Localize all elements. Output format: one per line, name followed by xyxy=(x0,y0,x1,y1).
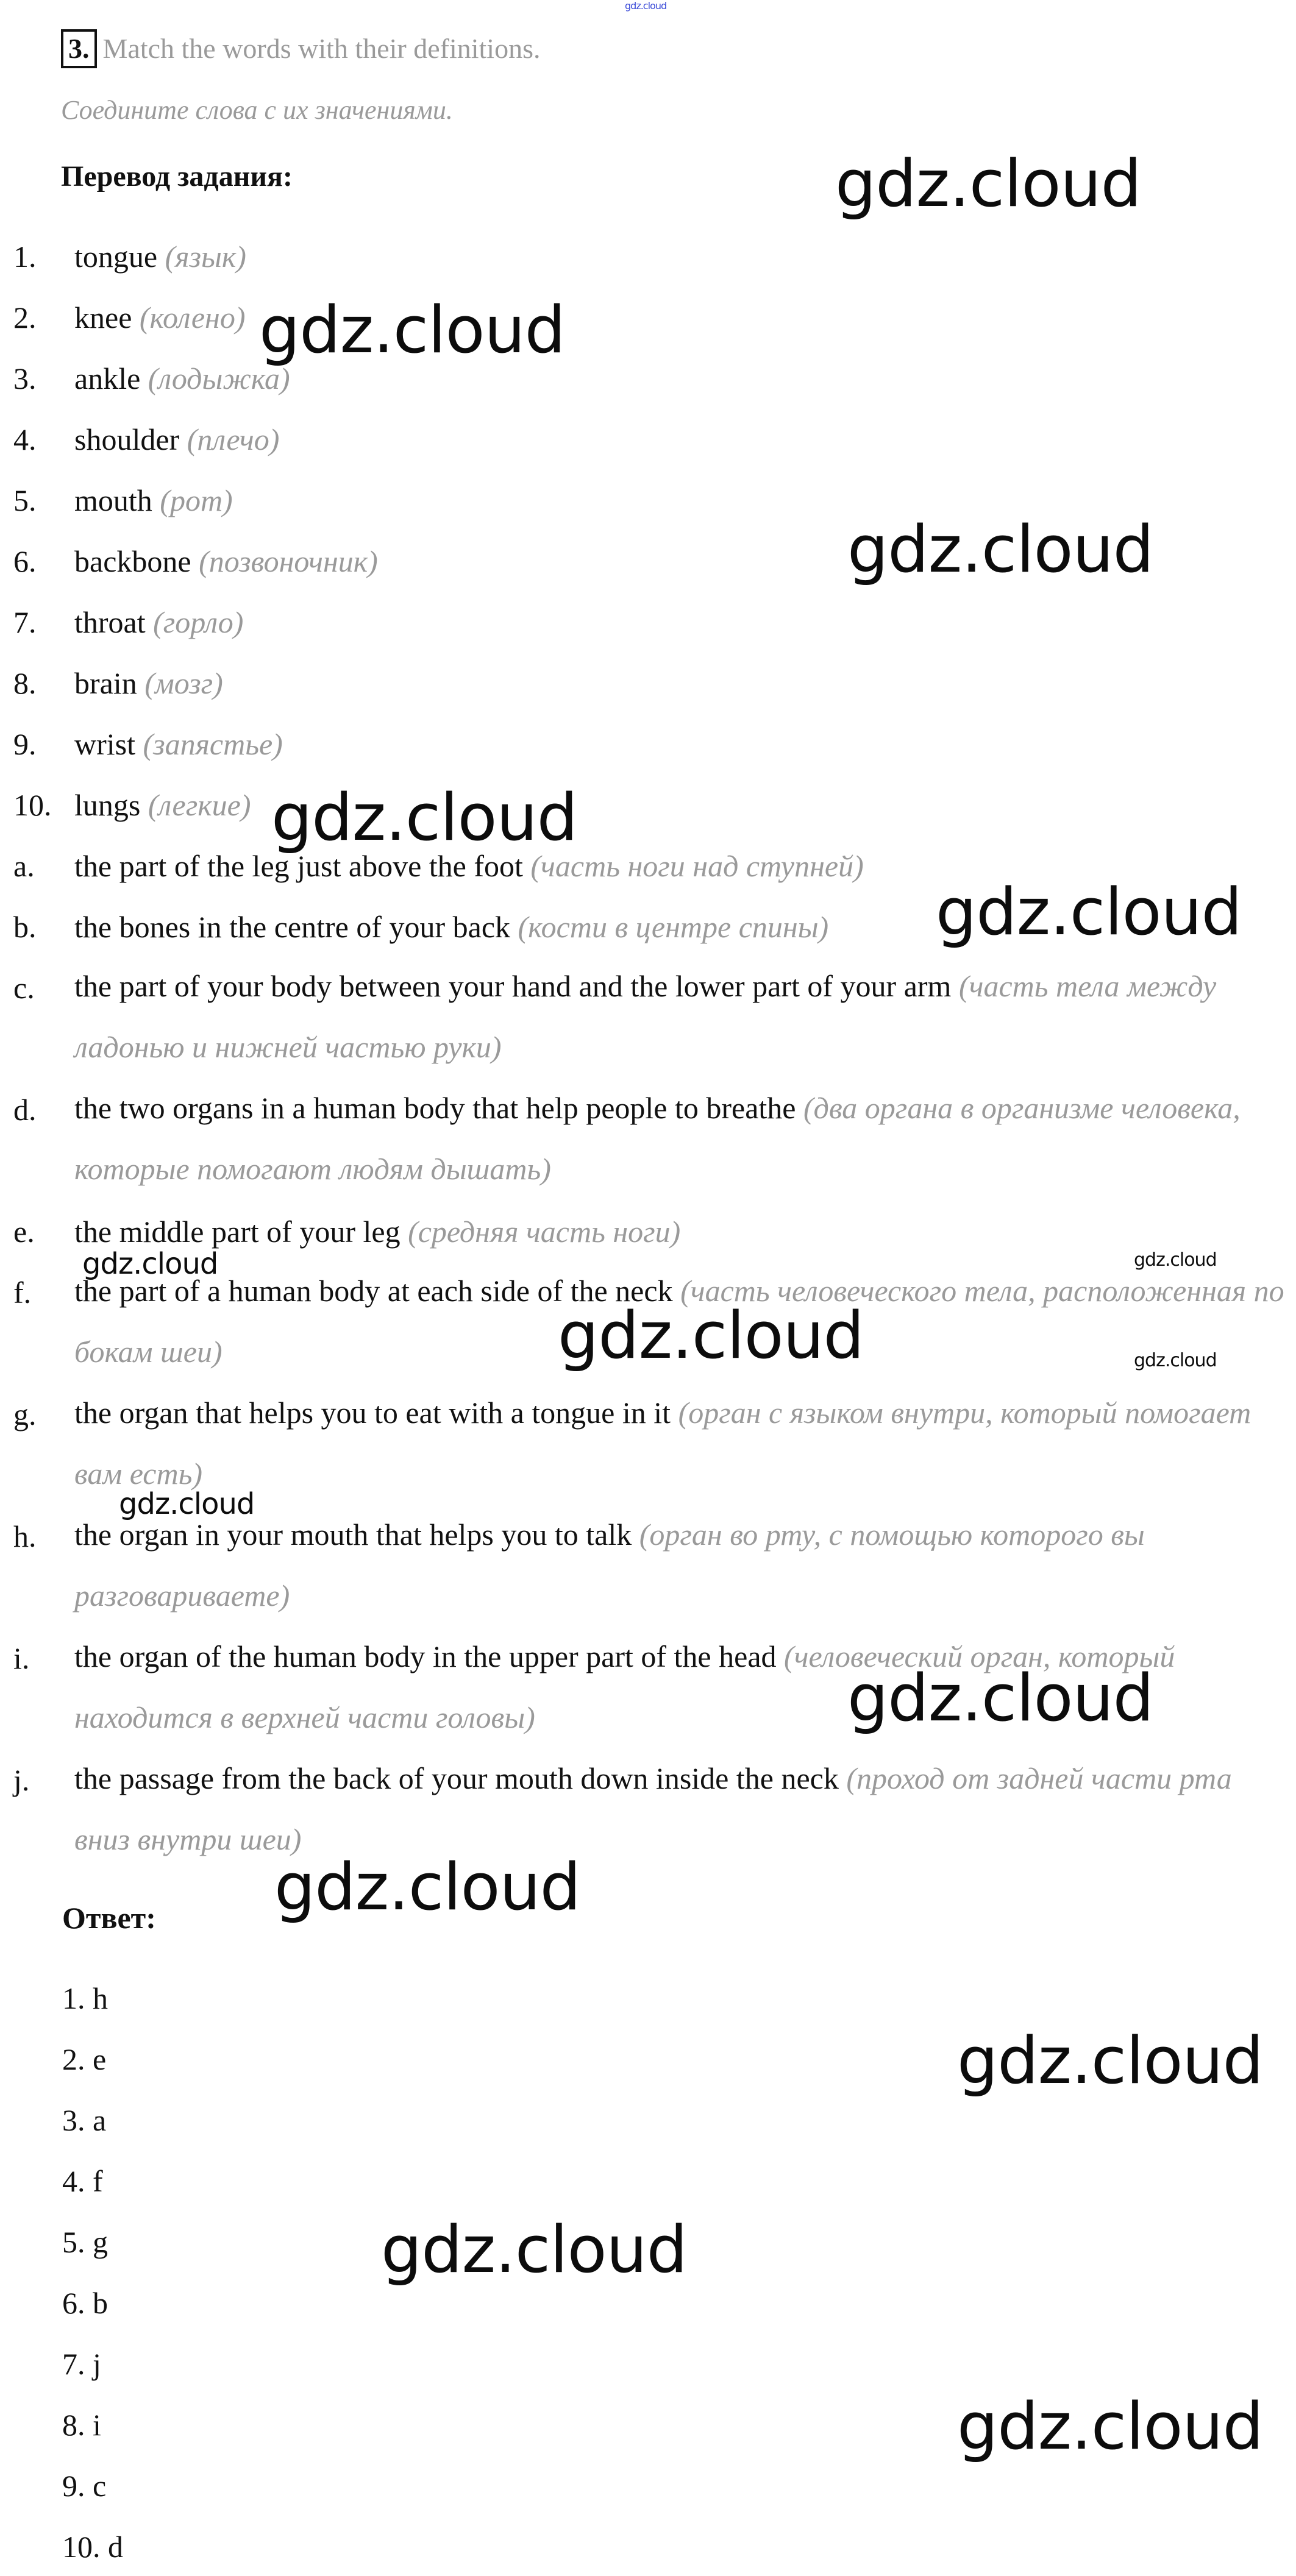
word-text: mouth xyxy=(74,483,152,517)
definition-translation: (орган во рту, с помощью которого вы разговариваете) xyxy=(74,1517,1145,1613)
answer-item: 3. a xyxy=(62,2103,107,2137)
definition-text: the organ of the human body in the upper part of the head xyxy=(74,1639,777,1673)
word-number: 1. xyxy=(13,240,37,274)
word-text: knee xyxy=(74,300,132,335)
watermark: gdz.cloud xyxy=(957,2389,1263,2464)
word-translation: (лодыжка) xyxy=(148,361,290,396)
word-text: ankle xyxy=(74,361,141,396)
definition-translation: (часть тела между ладонью и нижней частью руки) xyxy=(74,969,1217,1064)
answer-item: 9. c xyxy=(62,2469,107,2503)
word-number: 2. xyxy=(13,300,37,335)
definition-translation: (проход от задней части рта вниз внутри шеи) xyxy=(74,1761,1232,1856)
definition-letter: d. xyxy=(13,1093,37,1127)
watermark: gdz.cloud xyxy=(847,512,1153,587)
word-number: 8. xyxy=(13,666,37,700)
watermark: gdz.cloud xyxy=(259,293,565,367)
word-text: backbone xyxy=(74,544,191,578)
definition-letter: b. xyxy=(13,910,37,944)
top-watermark: gdz.cloud xyxy=(625,0,667,12)
word-number: 5. xyxy=(13,483,37,517)
watermark: gdz.cloud xyxy=(119,1487,255,1521)
word-number: 6. xyxy=(13,544,37,578)
word-text: throat xyxy=(74,605,146,639)
word-text: shoulder xyxy=(74,422,180,456)
watermark: gdz.cloud xyxy=(82,1247,218,1281)
answer-title: Ответ: xyxy=(62,1901,156,1935)
definition-translation: (часть ноги над ступней) xyxy=(530,849,864,883)
definition-text: the bones in the centre of your back xyxy=(74,910,511,944)
watermark: gdz.cloud xyxy=(847,1661,1153,1736)
answer-item: 6. b xyxy=(62,2286,108,2320)
definition-letter: i. xyxy=(13,1641,30,1675)
word-text: lungs xyxy=(74,788,141,822)
task-instruction: Match the words with their definitions. xyxy=(102,33,541,64)
word-number: 7. xyxy=(13,605,37,639)
definition-letter: f. xyxy=(13,1276,32,1310)
definition-text: the part of the leg just above the foot xyxy=(74,849,523,883)
task-header xyxy=(61,29,541,68)
word-translation: (легкие) xyxy=(148,788,251,822)
answer-item: 2. e xyxy=(62,2042,107,2076)
task-instruction-ru: Соедините слова с их значениями. xyxy=(61,95,453,125)
word-translation: (мозг) xyxy=(144,666,223,700)
word-translation: (запястье) xyxy=(143,727,283,761)
definition-translation: (орган с языком внутри, который помогает вам есть) xyxy=(74,1396,1251,1491)
watermark: gdz.cloud xyxy=(957,2023,1263,2098)
answer-item: 10. d xyxy=(62,2530,123,2564)
answer-item: 5. g xyxy=(62,2225,108,2259)
word-translation: (горло) xyxy=(153,605,244,639)
definition-text: the passage from the back of your mouth down inside the neck xyxy=(74,1761,839,1795)
answer-item: 1. h xyxy=(62,1981,108,2015)
answer-item: 4. f xyxy=(62,2164,103,2198)
word-number: 4. xyxy=(13,422,37,456)
watermark: gdz.cloud xyxy=(1134,1350,1217,1371)
watermark: gdz.cloud xyxy=(1134,1249,1217,1271)
word-text: brain xyxy=(74,666,137,700)
word-translation: (рот) xyxy=(160,483,233,517)
word-translation: (плечо) xyxy=(187,422,280,456)
watermark: gdz.cloud xyxy=(381,2212,687,2287)
definition-translation: (средняя часть ноги) xyxy=(408,1215,681,1249)
definition-letter: c. xyxy=(13,971,35,1005)
definition-translation: (кости в центре спины) xyxy=(518,910,829,944)
watermark: gdz.cloud xyxy=(271,780,577,855)
word-number: 3. xyxy=(13,361,37,396)
definition-translation: (два органа в организме человека, которые помогают людям дышать) xyxy=(74,1091,1241,1186)
definition-translation: (человеческий орган, который находится в верхней части головы) xyxy=(74,1639,1175,1734)
word-text: tongue xyxy=(74,240,158,274)
answer-item: 7. j xyxy=(62,2347,101,2381)
watermark: gdz.cloud xyxy=(835,146,1141,221)
word-number: 9. xyxy=(13,727,37,761)
translation-title: Перевод задания: xyxy=(61,160,293,193)
definition-letter: e. xyxy=(13,1215,35,1249)
answer-item: 8. i xyxy=(62,2408,101,2442)
definition-text: the part of your body between your hand and the lower part of your arm xyxy=(74,969,952,1003)
definition-text: the part of a human body at each side of the neck xyxy=(74,1274,673,1308)
word-number: 10. xyxy=(13,788,52,822)
word-translation: (язык) xyxy=(165,240,246,274)
watermark: gdz.cloud xyxy=(936,875,1242,949)
watermark: gdz.cloud xyxy=(274,1850,580,1925)
definition-letter: g. xyxy=(13,1397,37,1432)
word-translation: (позвоночник) xyxy=(199,544,378,578)
definition-letter: a. xyxy=(13,849,35,883)
watermark: gdz.cloud xyxy=(558,1298,864,1373)
definition-text: the organ in your mouth that helps you to talk xyxy=(74,1517,632,1552)
task-number: 3. xyxy=(61,29,97,68)
definition-translation: (часть человеческого тела, расположенная по бокам шеи) xyxy=(74,1274,1284,1369)
definition-text: the middle part of your leg xyxy=(74,1215,401,1249)
word-text: wrist xyxy=(74,727,135,761)
definition-letter: j. xyxy=(13,1763,30,1797)
definition-text: the organ that helps you to eat with a tongue in it xyxy=(74,1396,671,1430)
definition-letter: h. xyxy=(13,1519,37,1553)
word-translation: (колено) xyxy=(139,300,246,335)
definition-text: the two organs in a human body that help people to breathe xyxy=(74,1091,796,1125)
